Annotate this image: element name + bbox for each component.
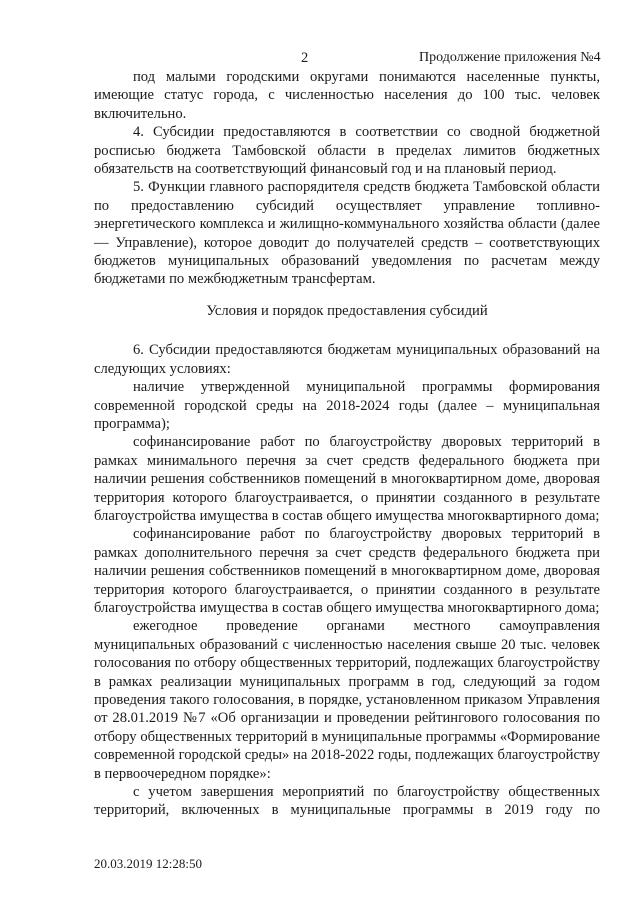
condition-minimal-list: софинансирование работ по благоустройству дворовых территорий в рамках минимального перечня за счет средств федерального бюджета при наличии решения собственников помещений в многоквартирном доме, дворовая территория которого благоустраивается, о принятии созданного в результате благоустройства имущества в состав общего имущества многоквартирного дома; bbox=[94, 434, 600, 524]
paragraph-5: 5. Функции главного распорядителя средств бюджета Тамбовской области по предоставлению субсидий осуществляет управление топливно-энергетического комплекса и жилищно-коммунального хозяйства области (далее — Управление), которое доводит до получателей средств – соответствующих бюджетов муниципальных образований уведомления по расчетам между бюджетами по межбюджетным трансфертам. bbox=[94, 179, 600, 288]
paragraph-4: 4. Субсидии предоставляются в соответствии со сводной бюджетной росписью бюджета Тамбовской области в пределах лимитов бюджетных обязательств на соответствующий финансовый год и на плановый период. bbox=[94, 124, 600, 178]
condition-additional-list: софинансирование работ по благоустройству дворовых территорий в рамках дополнительного перечня за счет средств федерального бюджета при наличии решения собственников помещений в многоквартирном доме, дворовая территория которого благоустраивается, о принятии созданного в результате благоустройства имущества в состав общего имущества многоквартирного дома; bbox=[94, 526, 600, 616]
document-body bbox=[94, 68, 600, 820]
paragraph-6: 6. Субсидии предоставляются бюджетам муниципальных образований на следующих условиях: bbox=[94, 342, 600, 377]
condition-municipal-program: наличие утвержденной муниципальной программы формирования современной городской среды на 2018-2024 годы (далее – муниципальная программа); bbox=[94, 379, 600, 432]
section-heading: Условия и порядок предоставления субсидий bbox=[206, 302, 488, 319]
condition-annual-voting: ежегодное проведение органами местного самоуправления муниципальных образований с численностью населения свыше 20 тыс. человек голосования по отбору общественных территорий, подлежащих благоустройству в рамках реализации муниципальных программ в год, следующий за годом проведения такого голосования, в порядке, установленном приказом Управления от 28.01.2019 №7 «Об организации и проведении рейтингового голосования по отбору общественных территорий в муниципальные программы «Формирование современной городской среды» на 2018-2022 годы, подлежащих благоустройству в первоочередном порядке»: bbox=[94, 618, 600, 782]
appendix-continuation-label: Продолжение приложения №4 bbox=[419, 50, 601, 65]
condition-completion: с учетом завершения мероприятий по благоустройству общественных территорий, включенных в муниципальные программы в 2019 году по bbox=[94, 784, 600, 819]
paragraph-small-urban-districts: под малыми городскими округами понимаются населенные пункты, имеющие статус города, с численностью населения до 100 тыс. человек включительно. bbox=[94, 69, 600, 122]
print-timestamp: 20.03.2019 12:28:50 bbox=[94, 856, 202, 871]
page-number: 2 bbox=[301, 50, 309, 66]
